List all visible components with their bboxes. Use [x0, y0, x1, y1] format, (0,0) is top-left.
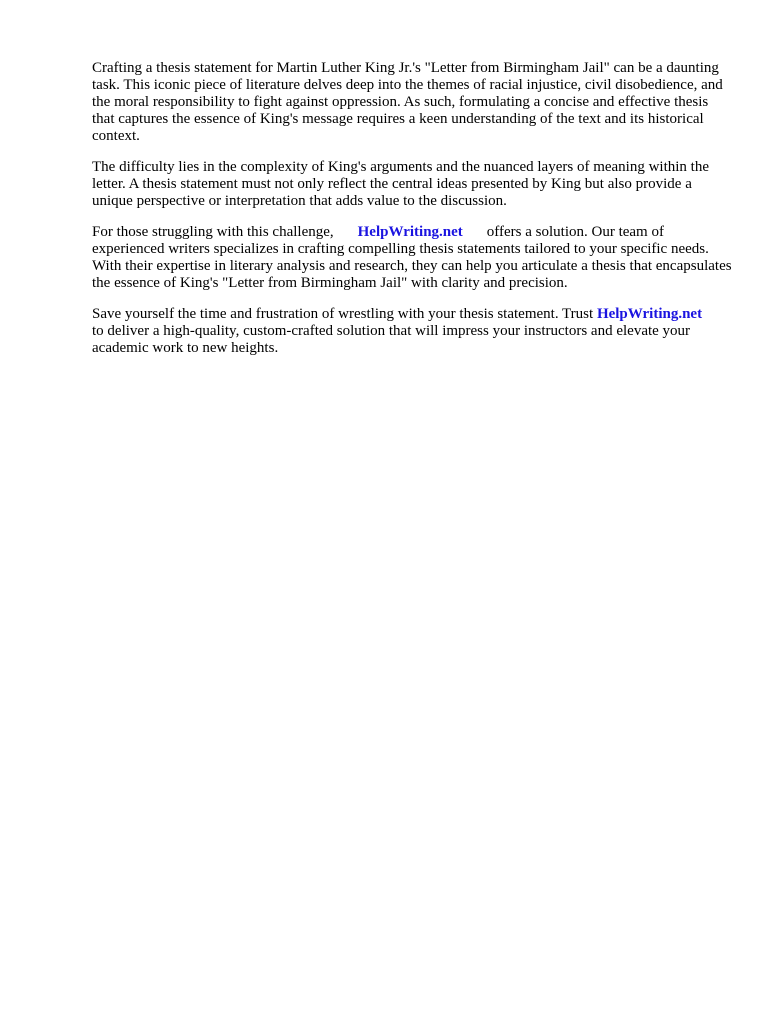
helpwriting-link[interactable]: HelpWriting.net	[357, 224, 463, 240]
paragraph-closing-lead: Save yourself the time and frustration of wrestling with your thesis statement. Trust	[92, 306, 594, 322]
paragraph-solution-tail: offers a solution. Our team of experienced writers specializes in crafting compelling thesis statements tailored to your specific needs. With their expertise in literary analysis and research, they can help you articulate a thesis that encapsulates the essence of King's "Letter from Birmingham Jail" with clarity and precision.	[92, 224, 732, 291]
paragraph-difficulty: The difficulty lies in the complexity of King's arguments and the nuanced layers of meaning within the letter. A thesis statement must not only reflect the central ideas presented by King but also provide a unique perspective or interpretation that adds value to the discussion.	[92, 159, 709, 209]
document-body	[92, 60, 732, 371]
paragraph-solution-lead: For those struggling with this challenge,	[92, 224, 334, 240]
helpwriting-link-closing[interactable]: HelpWriting.net	[596, 306, 703, 322]
paragraph-closing	[92, 306, 732, 357]
paragraph-solution	[92, 224, 732, 292]
paragraph-closing-tail: to deliver a high-quality, custom-crafted solution that will impress your instructors and elevate your academic work to new heights.	[92, 323, 691, 356]
paragraph-intro: Crafting a thesis statement for Martin Luther King Jr.'s "Letter from Birmingham Jail" can be a daunting task. This iconic piece of literature delves deep into the themes of racial injustice, civil disobedience, and the moral responsibility to fight against oppression. As such, formulating a concise and effective thesis that captures the essence of King's message requires a keen understanding of the text and its historical context.	[92, 60, 723, 144]
